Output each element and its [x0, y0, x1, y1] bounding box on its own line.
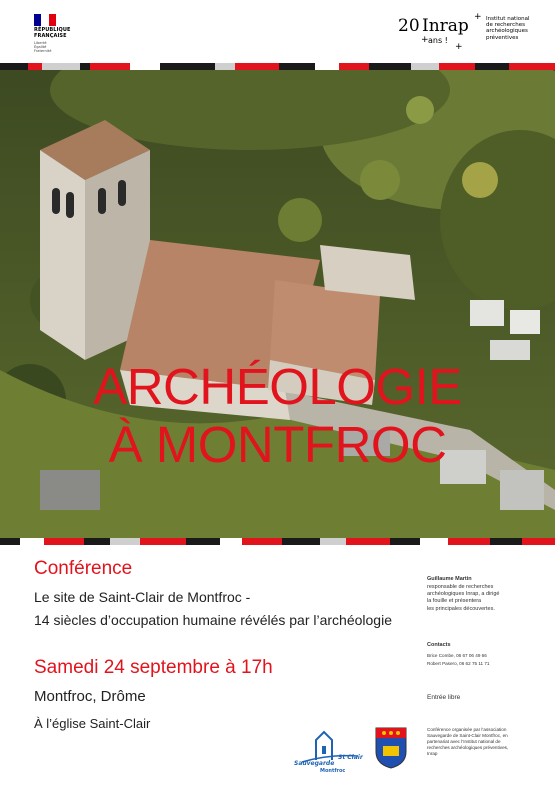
french-flag-icon	[34, 14, 56, 26]
event-place: Montfroc, Drôme	[34, 688, 146, 705]
inrap-logo	[398, 12, 538, 62]
plus-icon: +	[474, 12, 482, 22]
gov-motto-3: Fraternité	[34, 49, 52, 53]
headline-line1: ARCHÉOLOGIE	[93, 358, 462, 415]
montfroc-coat-of-arms-icon	[374, 726, 408, 770]
assoc-word2: St Clair	[338, 754, 363, 761]
speaker-description	[427, 584, 547, 613]
inrap-desc-line: archéologiques	[486, 28, 528, 35]
headline	[0, 358, 555, 474]
entry-info: Entrée libre	[427, 694, 461, 701]
speaker-desc-line: responsable de recherches	[427, 584, 494, 590]
bottom-decorative-strip	[0, 538, 555, 545]
contact-line: Brice Combe, 06 67 06 49 66	[427, 653, 487, 658]
speaker-name: Guillaume Martin	[427, 576, 472, 582]
inrap-desc-line: Institut national	[486, 16, 530, 22]
event-venue: À l’église Saint-Clair	[34, 716, 151, 731]
inrap-description	[486, 16, 546, 41]
assoc-word3: Montfroc	[320, 768, 346, 774]
gov-motto-1: Liberté	[34, 41, 47, 45]
speaker-desc-line: archéologiques Inrap, a dirigé	[427, 591, 500, 598]
top-decorative-strip	[0, 63, 555, 70]
inrap-desc-line: de recherches	[486, 22, 525, 29]
inrap-desc-line: préventives	[486, 34, 519, 41]
inrap-anniversary-number: 20	[398, 16, 420, 36]
event-date: Samedi 24 septembre à 17h	[34, 657, 273, 678]
sauvegarde-st-clair-logo	[294, 726, 364, 776]
inrap-ans: ans !	[428, 36, 448, 45]
organizer-line: partenariat avec l’Institut national de	[427, 739, 501, 744]
plus-icon: +	[455, 42, 463, 52]
conference-title-line2: 14 siècles d’occupation humaine révélés par l’archéologie	[34, 612, 392, 628]
contacts-title: Contacts	[427, 642, 451, 648]
inrap-name: Inrap	[422, 16, 469, 36]
conference-label: Conférence	[34, 558, 133, 579]
organizer-line: Inrap	[427, 751, 438, 756]
headline-line2: À MONTFROC	[108, 416, 447, 473]
plus-icon: +	[421, 35, 429, 45]
conference-title-line1: Le site de Saint-Clair de Montfroc -	[34, 589, 251, 605]
speaker-desc-line: la fouille et présentera	[427, 598, 482, 605]
assoc-word1: Sauvegarde	[294, 760, 335, 767]
organizer-line: Sauvegarde de Saint-Clair Montfroc, en	[427, 733, 508, 738]
organizer-line: Conférence organisée par l’association	[427, 727, 507, 732]
gov-logo-line1: RÉPUBLIQUE	[34, 27, 71, 33]
speaker-desc-line: les principales découvertes.	[427, 605, 495, 612]
republique-francaise-logo	[34, 14, 94, 62]
gov-logo-line2: FRANÇAISE	[34, 32, 67, 39]
gov-motto-2: Égalité	[34, 45, 47, 49]
organizer-text	[427, 727, 547, 757]
organizer-line: recherches archéologiques préventives,	[427, 745, 509, 750]
contact-line: Robert Pasero, 06 62 75 11 71	[427, 661, 490, 666]
